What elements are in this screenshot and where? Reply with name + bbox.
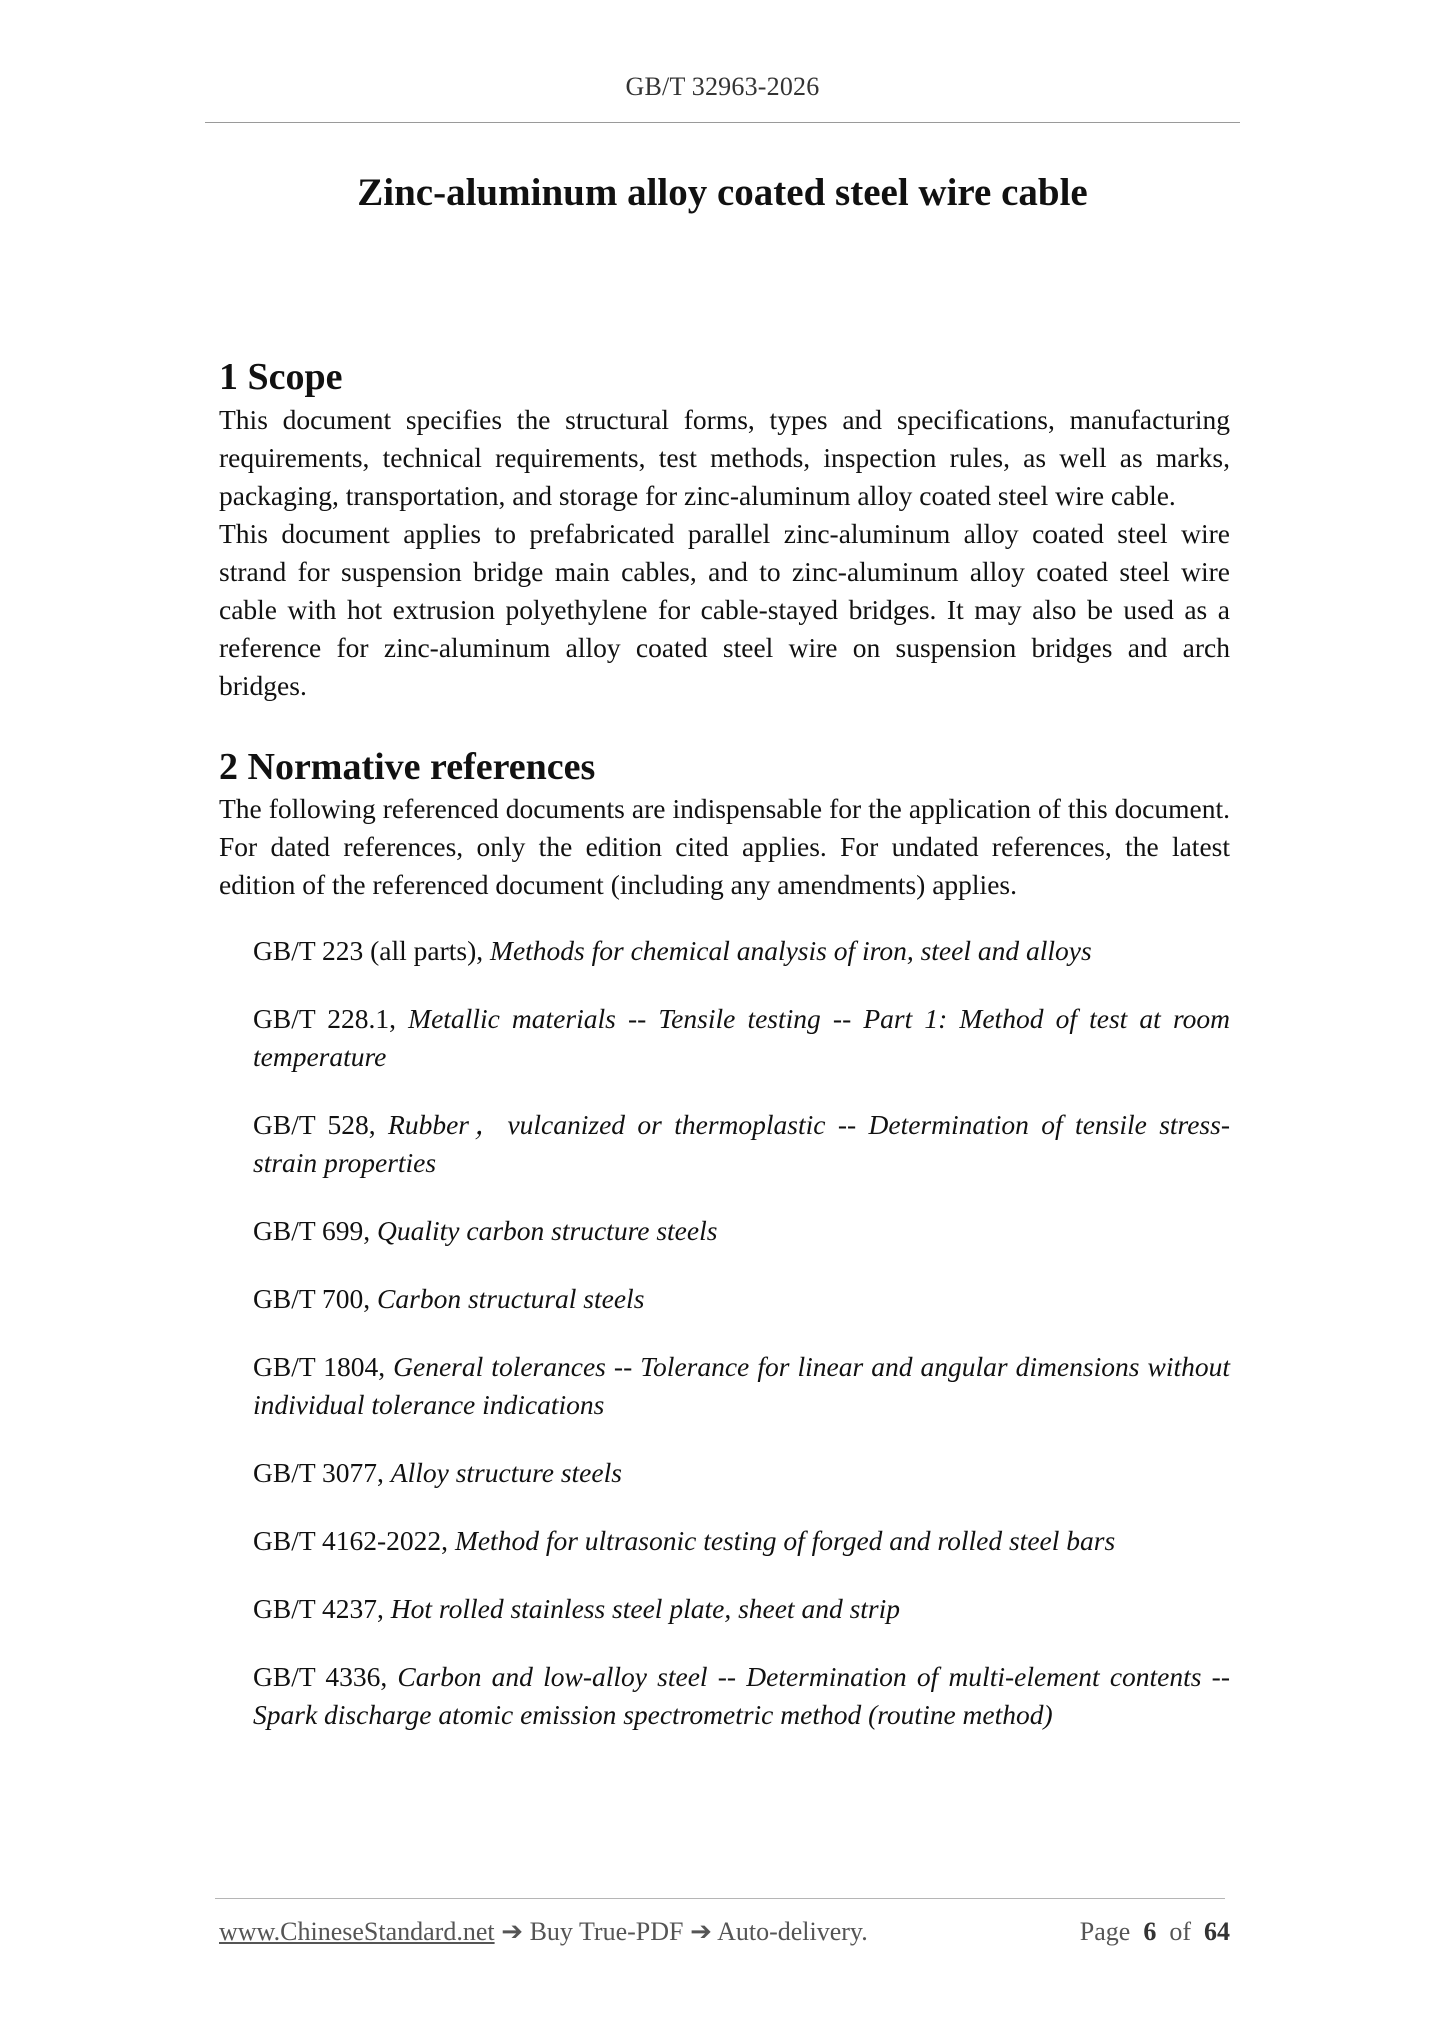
auto-delivery-text: Auto-delivery.	[717, 1917, 868, 1946]
reference-item	[219, 1106, 1230, 1182]
page-footer	[219, 1917, 1230, 1957]
reference-code: GB/T 223 (all parts),	[253, 935, 491, 967]
header-standard-code: GB/T 32963-2026	[625, 72, 820, 101]
arrow-right-icon: ➔	[690, 1917, 712, 1946]
page-current: 6	[1143, 1917, 1157, 1946]
reference-item	[219, 1658, 1230, 1734]
footer-divider	[215, 1898, 1225, 1899]
reference-code: GB/T 4162-2022,	[253, 1525, 455, 1557]
reference-title: Method for ultrasonic testing of forged and rolled steel bars	[454, 1525, 1116, 1557]
reference-code: GB/T 699,	[253, 1215, 378, 1247]
reference-title: Alloy structure steels	[390, 1457, 622, 1489]
document-title: Zinc-aluminum alloy coated steel wire cable	[357, 171, 1088, 214]
arrow-right-icon: ➔	[501, 1917, 523, 1946]
reference-item	[219, 1280, 1230, 1318]
reference-code: GB/T 1804,	[253, 1351, 394, 1383]
reference-code: GB/T 3077,	[253, 1457, 391, 1489]
header-divider	[205, 122, 1240, 123]
normative-intro-paragraph: The following referenced documents are indispensable for the application of this document. For dated references, only the edition cited applies. For undated references, the latest edition of the referenced document (including any amendments) applies.	[219, 793, 1230, 901]
reference-item	[219, 1212, 1230, 1250]
reference-title: Metallic materials -- Tensile testing -- Part 1: Method of test at room temperature	[253, 1003, 1230, 1073]
reference-item	[219, 1348, 1230, 1424]
reference-title: Methods for chemical analysis of iron, steel and alloys	[490, 935, 1092, 967]
scope-paragraph-1: This document specifies the structural forms, types and specifications, manufacturing requirements, technical requirements, test methods, inspection rules, as well as marks, packaging, transportation, and storage for zinc-aluminum alloy coated steel wire cable.	[219, 403, 1230, 511]
buy-true-pdf-text: Buy True-PDF	[529, 1917, 684, 1946]
reference-code: GB/T 228.1,	[253, 1003, 409, 1035]
reference-code: GB/T 4336,	[253, 1661, 398, 1693]
document-body	[219, 340, 1230, 1734]
reference-code: GB/T 4237,	[253, 1593, 391, 1625]
page-number	[1080, 1917, 1230, 1947]
reference-item	[219, 932, 1230, 970]
reference-title: General tolerances -- Tolerance for linear and angular dimensions without individual tolerance indications	[253, 1351, 1230, 1421]
reference-title: Quality carbon structure steels	[377, 1215, 718, 1247]
website-link[interactable]: www.ChineseStandard.net	[219, 1917, 495, 1946]
reference-code: GB/T 528,	[253, 1109, 389, 1141]
page-total: 64	[1204, 1917, 1230, 1946]
reference-list	[219, 932, 1230, 1734]
section-heading-scope: 1 Scope	[219, 356, 343, 398]
reference-item	[219, 1000, 1230, 1076]
reference-title: Carbon and low-alloy steel -- Determination of multi-element contents -- Spark discharge atomic emission spectrometric method (routine method)	[253, 1661, 1230, 1731]
reference-item	[219, 1454, 1230, 1492]
reference-item	[219, 1590, 1230, 1628]
reference-title: Carbon structural steels	[377, 1283, 645, 1315]
reference-code: GB/T 700,	[253, 1283, 378, 1315]
reference-title: Rubber，vulcanized or thermoplastic -- Determination of tensile stress-strain properties	[253, 1109, 1230, 1179]
reference-title: Hot rolled stainless steel plate, sheet and strip	[390, 1593, 901, 1625]
scope-paragraph-2: This document applies to prefabricated parallel zinc-aluminum alloy coated steel wire strand for suspension bridge main cables, and to zinc-aluminum alloy coated steel wire cable with hot extrusion polyethylene for cable-stayed bridges. It may also be used as a reference for zinc-aluminum alloy coated steel wire on suspension bridges and arch bridges.	[219, 517, 1230, 701]
section-heading-normative-references: 2 Normative references	[219, 745, 596, 788]
of-word: of	[1169, 1917, 1191, 1946]
page-word: Page	[1079, 1917, 1131, 1946]
footer-promo	[219, 1917, 868, 1947]
reference-item	[219, 1522, 1230, 1560]
